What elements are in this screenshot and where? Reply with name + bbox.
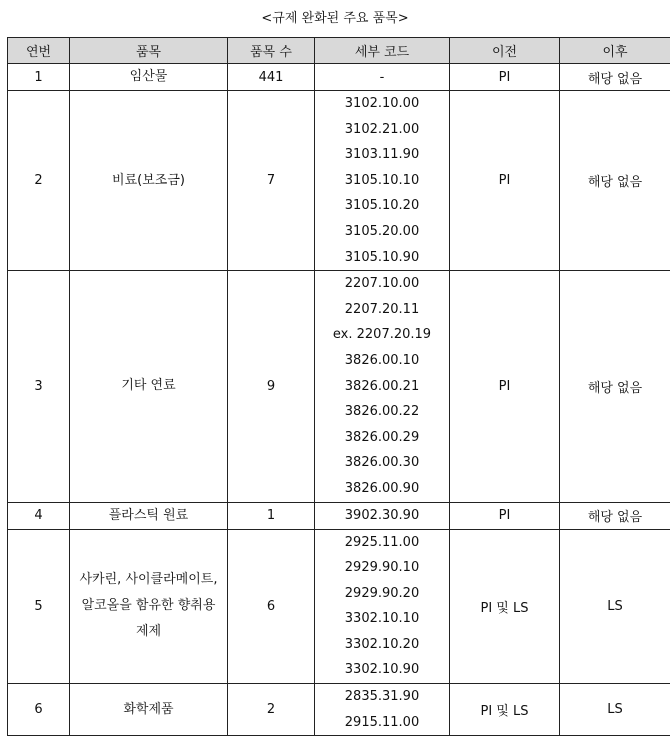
header-row [8, 38, 670, 64]
cell-count: 9 [228, 271, 315, 502]
cell-codes [315, 529, 450, 684]
code-item: - [379, 69, 385, 85]
code-item: ex. 2207.20.19 [332, 327, 432, 343]
code-item: 2207.10.00 [344, 276, 420, 292]
table-row [8, 529, 670, 684]
cell-codes [315, 502, 450, 529]
cell-item [70, 529, 228, 684]
cell-item [70, 91, 228, 271]
cell-count: 441 [228, 64, 315, 91]
code-item: 2925.11.00 [344, 534, 420, 550]
header-after: 이후 [560, 38, 670, 64]
cell-no: 6 [8, 684, 70, 736]
cell-after: LS [560, 529, 670, 684]
table-caption: <규제 완화된 주요 품목> [261, 10, 409, 26]
code-item: 3302.10.20 [344, 636, 420, 652]
cell-no: 3 [8, 271, 70, 502]
code-item: 3302.10.10 [344, 611, 420, 627]
table-row [8, 91, 670, 271]
cell-no: 2 [8, 91, 70, 271]
cell-before: PI [450, 271, 560, 502]
code-item: 2929.90.20 [344, 585, 420, 601]
cell-item [70, 64, 228, 91]
code-item: 3826.00.22 [344, 404, 420, 420]
code-item: 3826.00.21 [344, 378, 420, 394]
code-item: 3302.10.90 [344, 662, 420, 678]
cell-after: 해당 없음 [560, 271, 670, 502]
cell-before: PI 및 LS [450, 684, 560, 736]
cell-before: PI [450, 64, 560, 91]
table-row [8, 64, 670, 91]
cell-count: 1 [228, 502, 315, 529]
cell-after: LS [560, 684, 670, 736]
cell-item [70, 684, 228, 736]
cell-after: 해당 없음 [560, 91, 670, 271]
code-item: 3902.30.90 [344, 508, 420, 523]
header-no: 연번 [8, 38, 70, 64]
regulated-items-table [7, 37, 670, 736]
code-item: 3102.21.00 [344, 121, 420, 137]
cell-before: PI 및 LS [450, 529, 560, 684]
code-item: 3105.10.10 [344, 172, 420, 188]
cell-codes [315, 271, 450, 502]
code-item: 3105.10.90 [344, 249, 420, 265]
code-item: 3826.00.10 [344, 352, 420, 368]
cell-no: 5 [8, 529, 70, 684]
code-item: 2929.90.10 [344, 560, 420, 576]
item-line: 사카린, 사이클라메이트, [79, 572, 218, 588]
item-line: 화학제품 [123, 701, 174, 717]
item-line: 제제 [135, 624, 162, 640]
header-item: 품목 [70, 38, 228, 64]
code-item: 3826.00.29 [344, 429, 420, 445]
code-item: 2835.31.90 [344, 689, 420, 705]
cell-item [70, 271, 228, 502]
code-item: 2915.11.00 [344, 714, 420, 730]
header-count: 품목 수 [228, 38, 315, 64]
cell-before: PI [450, 502, 560, 529]
cell-before: PI [450, 91, 560, 271]
cell-count: 6 [228, 529, 315, 684]
header-before: 이전 [450, 38, 560, 64]
table-row [8, 684, 670, 736]
cell-after: 해당 없음 [560, 502, 670, 529]
table-row [8, 502, 670, 529]
cell-count: 2 [228, 684, 315, 736]
cell-no: 1 [8, 64, 70, 91]
code-item: 3826.00.30 [344, 455, 420, 471]
code-item: 3102.10.00 [344, 96, 420, 111]
item-line: 알코올을 함유한 향취용 [81, 598, 216, 614]
item-line: 기타 연료 [121, 378, 176, 394]
item-line: 비료(보조금) [112, 172, 185, 188]
cell-count: 7 [228, 91, 315, 271]
header-codes: 세부 코드 [315, 38, 450, 64]
item-line: 임산물 [129, 69, 168, 84]
cell-codes [315, 64, 450, 91]
cell-no: 4 [8, 502, 70, 529]
code-item: 2207.20.11 [344, 301, 420, 317]
cell-item [70, 502, 228, 529]
cell-after: 해당 없음 [560, 64, 670, 91]
table-row [8, 271, 670, 502]
cell-codes [315, 91, 450, 271]
code-item: 3826.00.90 [344, 480, 420, 496]
code-item: 3103.11.90 [344, 147, 420, 163]
cell-codes [315, 684, 450, 736]
code-item: 3105.20.00 [344, 223, 420, 239]
code-item: 3105.10.20 [344, 198, 420, 214]
item-line: 플라스틱 원료 [108, 507, 189, 523]
